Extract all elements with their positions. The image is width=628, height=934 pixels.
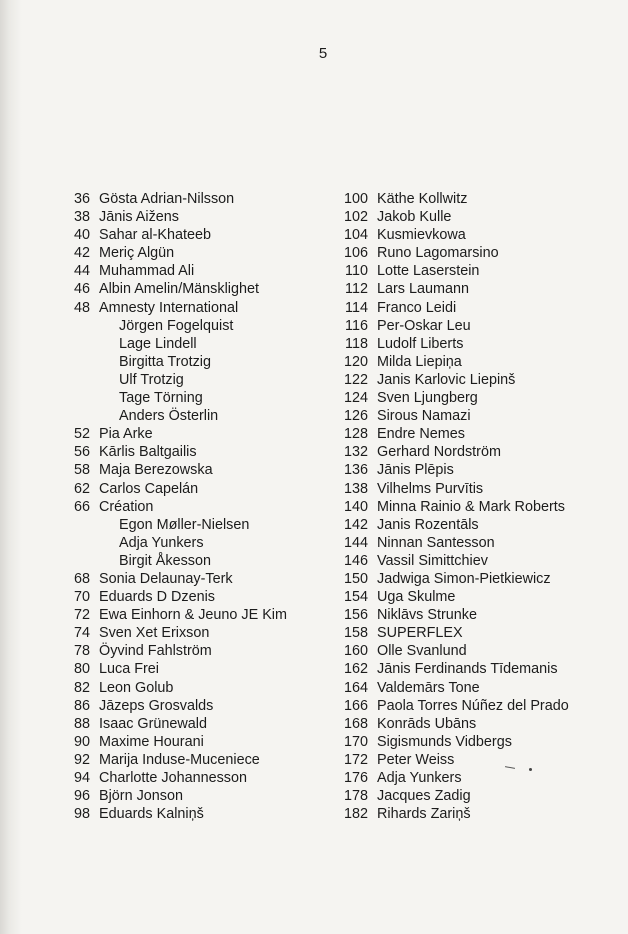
entry-artist-name: Egon Møller-Nielsen [119,516,250,533]
entry-page-number: 48 [73,299,90,316]
entry-artist-name: Muhammad Ali [99,263,195,280]
entry-artist-name: Valdemārs Tone [377,679,480,696]
contents-entry [56,679,287,697]
entry-page-number: 112 [345,281,368,298]
entry-page-number: 98 [73,806,90,823]
entry-page-number: 154 [343,589,368,606]
entry-page-number [56,389,90,407]
entry-artist-name: Eduards D Dzenis [99,589,215,606]
entry-page-number: 52 [73,426,90,443]
contents-entry [56,805,287,823]
contents-entry [334,570,569,588]
contents-entry [334,443,569,461]
entry-page-number: 166 [343,697,368,714]
entry-artist-name: Adja Yunkers [377,770,462,786]
entry-page-number: 74 [73,625,90,642]
entry-artist-name: Björn Jonson [99,788,183,805]
contents-entry [56,190,287,208]
entry-page-number [56,534,90,552]
entry-artist-name: Sven Xet Erixson [99,625,210,642]
entry-page-number: 70 [73,589,90,606]
entry-artist-name: Janis Karlovic Liepinš [377,371,516,388]
entry-artist-name: Pia Arke [99,426,153,443]
contents-entry [334,353,569,371]
contents-entry [56,353,287,371]
entry-page-number: 66 [73,498,90,515]
contents-entry [334,480,569,498]
entry-page-number: 110 [345,263,368,280]
contents-entry [334,660,569,678]
entry-artist-name: Minna Rainio & Mark Roberts [377,498,565,515]
entry-artist-name: Öyvind Fahlström [99,643,212,660]
entry-artist-name: Konrāds Ubāns [377,715,477,732]
entry-artist-name: Sven Ljungberg [377,390,478,407]
entry-artist-name: Création [99,498,154,515]
entry-artist-name: Runo Lagomarsino [377,245,499,262]
contents-entry [334,244,569,262]
contents-entry [56,299,287,317]
entry-artist-name: Vilhelms Purvītis [377,480,484,497]
contents-entry [56,226,287,244]
contents-entry [56,425,287,443]
contents-entry [56,208,287,226]
entry-page-number: 172 [343,751,368,768]
entry-page-number: 44 [73,263,90,280]
entry-page-number [56,335,90,353]
entry-page-number: 162 [343,661,368,678]
entry-artist-name: Sigismunds Vidbergs [377,733,512,750]
entry-artist-name: Per-Oskar Leu [377,317,471,334]
contents-entry [56,480,287,498]
entry-page-number: 68 [73,570,90,587]
entry-artist-name: Ulf Trotzig [119,371,184,388]
contents-entry [56,317,287,335]
page-spine-shadow [0,0,22,934]
entry-artist-name: Lotte Laserstein [377,263,480,280]
entry-artist-name: Tage Törning [119,390,203,407]
entry-artist-name: Jāzeps Grosvalds [99,697,214,714]
contents-entry [334,733,569,751]
entry-page-number: 118 [345,335,368,352]
contents-entry [334,769,569,787]
entry-artist-name: Sonia Delaunay-Terk [99,570,233,587]
entry-page-number: 136 [343,462,368,479]
contents-entry [56,407,287,425]
contents-entry [334,606,569,624]
entry-artist-name: Vassil Simittchiev [377,552,488,569]
contents-entry [56,389,287,407]
contents-entry [334,588,569,606]
contents-entry [334,787,569,805]
entry-page-number: 120 [343,353,368,370]
entry-page-number: 94 [73,770,90,786]
entry-page-number: 88 [73,715,90,732]
entry-page-number: 104 [343,227,368,244]
entry-artist-name: Marija Induse-Muceniece [99,751,260,768]
entry-artist-name: Rihards Zariņš [377,806,471,823]
entry-artist-name: Maxime Hourani [99,733,204,750]
entry-page-number: 124 [343,390,368,407]
contents-entry [334,317,569,335]
entry-page-number: 178 [343,788,368,805]
contents-entry [56,624,287,642]
contents-entry [334,516,569,534]
entry-page-number: 92 [73,751,90,768]
contents-entry [56,461,287,479]
contents-entry [56,769,287,787]
entry-page-number: 38 [73,209,90,226]
speck-dot [529,768,532,771]
entry-page-number: 160 [343,643,368,660]
entry-artist-name: Maja Berezowska [99,462,213,479]
entry-artist-name: Milda Liepiņa [377,353,462,370]
contents-entry [56,697,287,715]
entry-page-number: 142 [343,516,368,533]
entry-artist-name: Gerhard Nordström [377,444,501,461]
contents-entry [56,280,287,298]
entry-artist-name: Jānis Plēpis [377,462,454,479]
entry-page-number: 114 [345,299,368,316]
entry-page-number: 116 [345,317,368,334]
contents-entry [334,461,569,479]
entry-artist-name: Albin Amelin/Mänsklighet [99,281,259,298]
entry-page-number: 158 [343,625,368,642]
contents-entry [334,697,569,715]
entry-page-number: 36 [73,191,90,207]
entry-page-number: 150 [343,570,368,587]
contents-entry [56,787,287,805]
contents-entry [334,552,569,570]
contents-entry [334,335,569,353]
entry-page-number: 144 [343,534,368,551]
entry-artist-name: Kārlis Baltgailis [99,444,197,461]
entry-artist-name: Sirous Namazi [377,408,471,425]
entry-artist-name: Jadwiga Simon-Pietkiewicz [377,570,551,587]
entry-artist-name: Ninnan Santesson [377,534,495,551]
contents-entry [334,407,569,425]
contents-entry [56,534,287,552]
entry-artist-name: Isaac Grünewald [99,715,207,732]
entry-page-number [56,552,90,570]
entry-artist-name: Jörgen Fogelquist [119,317,234,334]
contents-entry [334,208,569,226]
entry-page-number: 46 [73,281,90,298]
entry-artist-name: Leon Golub [99,679,174,696]
entry-page-number: 102 [343,209,368,226]
contents-entry [334,534,569,552]
entry-page-number: 164 [343,679,368,696]
entry-page-number: 96 [73,788,90,805]
entry-page-number [56,353,90,371]
contents-entry [56,606,287,624]
entry-artist-name: Adja Yunkers [119,534,204,551]
entry-artist-name: Endre Nemes [377,426,465,443]
entry-page-number: 40 [73,227,90,244]
entry-page-number: 78 [73,643,90,660]
entry-page-number: 90 [73,733,90,750]
contents-entry [56,443,287,461]
entry-artist-name: Gösta Adrian-Nilsson [99,191,235,207]
entry-artist-name: Sahar al-Khateeb [99,227,212,244]
entry-page-number [56,516,90,534]
entry-page-number: 106 [343,245,368,262]
contents-entry [56,733,287,751]
entry-page-number: 170 [343,733,368,750]
entry-artist-name: Paola Torres Núñez del Prado [377,697,569,714]
entry-page-number [56,371,90,389]
entry-page-number: 156 [343,607,368,624]
entry-page-number: 42 [73,245,90,262]
contents-entry [56,516,287,534]
contents-entry [334,805,569,823]
entry-artist-name: Meriç Algün [99,245,175,262]
contents-entry [334,498,569,516]
contents-entry [56,660,287,678]
entry-artist-name: Franco Leidi [377,299,457,316]
entry-artist-name: Olle Svanlund [377,643,467,660]
entry-page-number [56,407,90,425]
entry-artist-name: Jānis Ferdinands Tīdemanis [377,661,558,678]
contents-entry [56,588,287,606]
entry-artist-name: Kusmievkowa [377,227,466,244]
entry-artist-name: Birgit Åkesson [119,552,211,569]
entry-page-number: 72 [73,607,90,624]
entry-page-number: 168 [343,715,368,732]
entry-page-number: 128 [343,426,368,443]
entry-page-number: 176 [343,770,368,786]
contents-entry [334,226,569,244]
entry-page-number: 126 [343,408,368,425]
entry-artist-name: Carlos Capelán [99,480,199,497]
contents-entry [56,715,287,733]
entry-artist-name: Ewa Einhorn & Jeuno JE Kim [99,607,287,624]
contents-entry [334,371,569,389]
entry-page-number: 140 [343,498,368,515]
entry-page-number: 138 [343,480,368,497]
entry-artist-name: Jānis Aižens [99,209,179,226]
entry-page-number: 122 [343,371,368,388]
entry-artist-name: Janis Rozentāls [377,516,479,533]
contents-entry [56,244,287,262]
contents-entry [56,552,287,570]
contents-entry [334,425,569,443]
contents-entry [334,751,569,769]
contents-entry [56,498,287,516]
contents-entry [56,642,287,660]
contents-entry [334,280,569,298]
entry-artist-name: Lars Laumann [377,281,470,298]
entry-artist-name: Jacques Zadig [377,788,471,805]
contents-entry [334,262,569,280]
entry-artist-name: Luca Frei [99,661,159,678]
entry-artist-name: Lage Lindell [119,335,197,352]
entry-page-number: 56 [73,444,90,461]
entry-artist-name: Charlotte Johannesson [99,770,248,786]
entry-page-number: 58 [73,462,90,479]
entry-artist-name: Birgitta Trotzig [119,353,211,370]
entry-artist-name: Jakob Kulle [377,209,452,226]
contents-entry [334,679,569,697]
entry-page-number: 62 [73,480,90,497]
entry-page-number: 86 [73,697,90,714]
entry-page-number [56,317,90,335]
entry-page-number: 80 [73,661,90,678]
entry-page-number: 182 [343,806,368,823]
entry-page-number: 146 [343,552,368,569]
contents-left-column [56,190,287,823]
contents-entry [56,335,287,353]
contents-entry [56,751,287,769]
entry-artist-name: Eduards Kalniņš [99,806,204,823]
entry-artist-name: Anders Österlin [119,408,219,425]
contents-entry [334,624,569,642]
contents-entry [56,371,287,389]
entry-artist-name: SUPERFLEX [377,625,463,642]
contents-entry [334,190,569,208]
entry-artist-name: Peter Weiss [377,751,455,768]
contents-entry [334,715,569,733]
entry-artist-name: Niklāvs Strunke [377,607,477,624]
entry-page-number: 132 [343,444,368,461]
entry-page-number: 82 [73,679,90,696]
contents-entry [56,262,287,280]
contents-entry [334,299,569,317]
entry-page-number: 100 [343,191,368,207]
contents-right-column [334,190,569,823]
entry-artist-name: Käthe Kollwitz [377,191,468,207]
entry-artist-name: Uga Skulme [377,589,456,606]
contents-entry [334,642,569,660]
contents-entry [334,389,569,407]
contents-entry [56,570,287,588]
entry-artist-name: Ludolf Liberts [377,335,464,352]
page-number: 5 [318,45,328,62]
entry-artist-name: Amnesty International [99,299,239,316]
